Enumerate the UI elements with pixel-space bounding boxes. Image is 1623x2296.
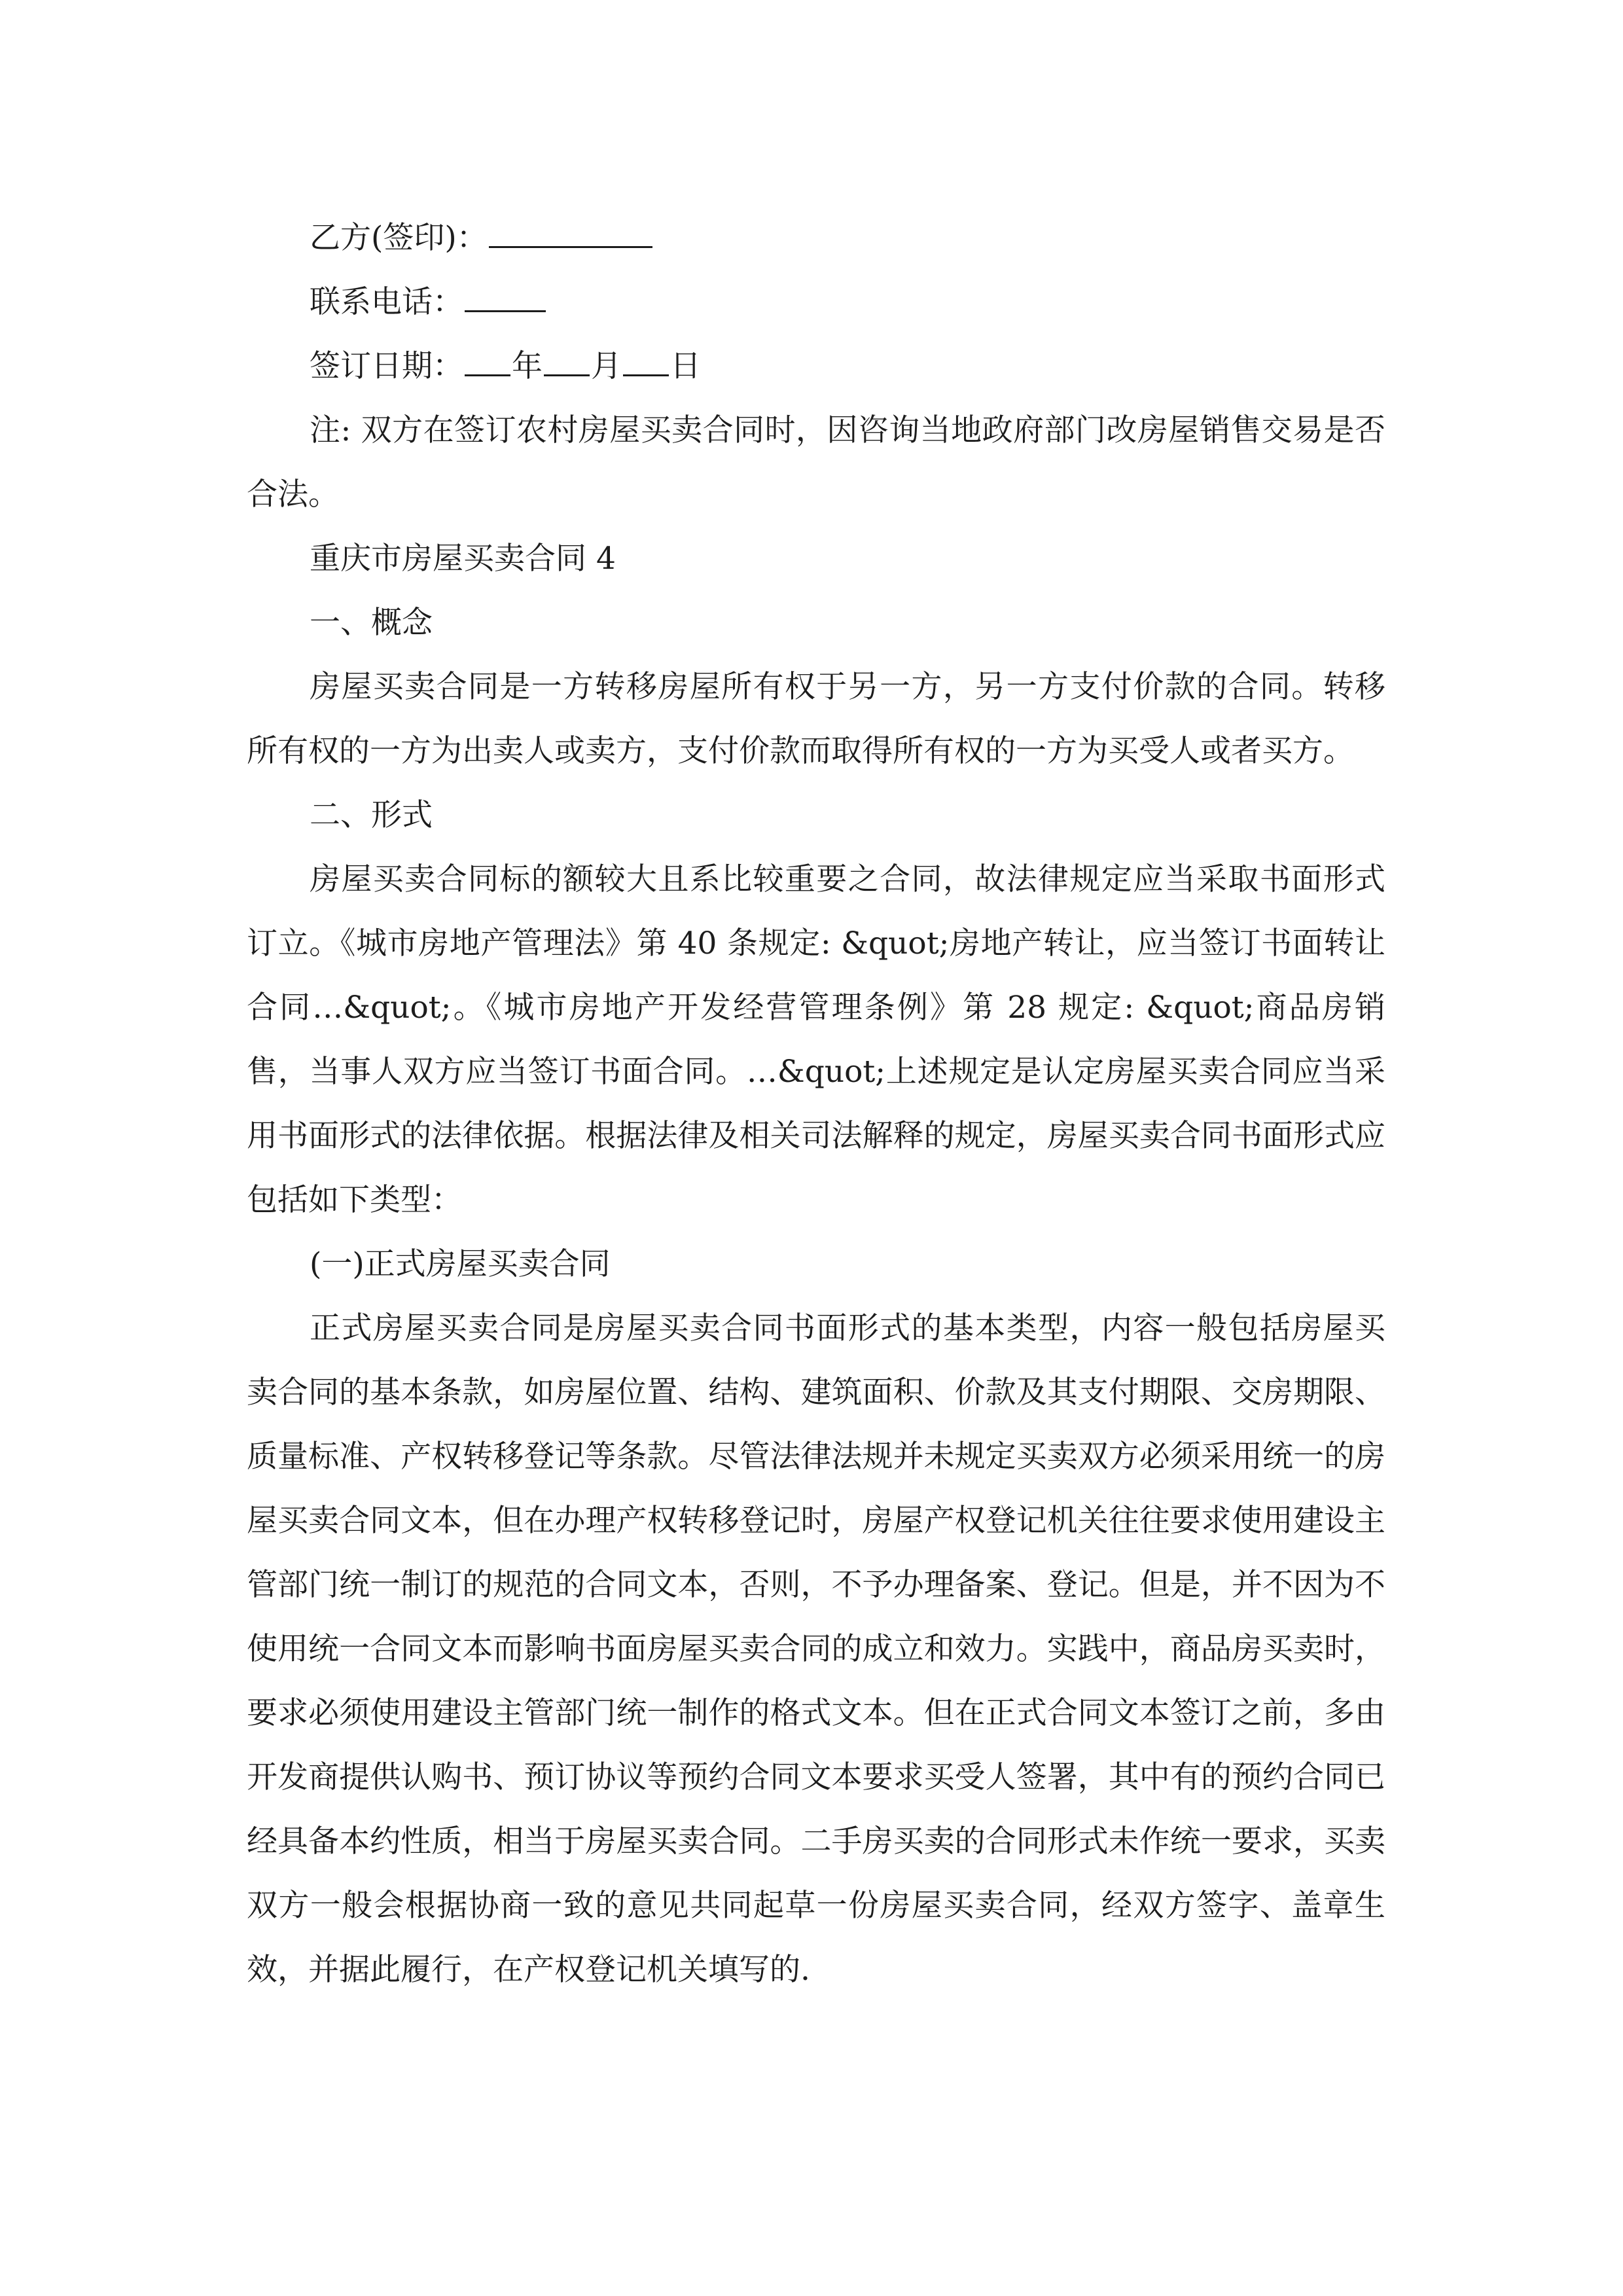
day-blank: [623, 346, 669, 376]
month-blank: [544, 346, 590, 376]
phone-label: 联系电话：: [310, 284, 463, 320]
phone-line: [247, 270, 1385, 334]
document-body: [247, 206, 1385, 2002]
section-title: 重庆市房屋买卖合同 4: [310, 541, 616, 577]
sign-date-label: 签订日期：: [310, 348, 463, 384]
sign-date-line: [247, 334, 1385, 399]
party-b-label: 乙方(签印)：: [310, 220, 488, 256]
party-b-signature-blank: [489, 217, 652, 248]
form-paragraph: 房屋买卖合同标的额较大且系比较重要之合同，故法律规定应当采取书面形式订立。《城市房地产管理法》第 40 条规定: &quot;房地产转让，应当签订书面转让合同…&quot;。《城市房地产开发经营管理条例》第 28 规定: &quot;商品房销售，当事人双方应当签订书面合同。…&quot;上述规定是认定房屋买卖合同应当采用书面形式的法律依据。根据法律及相关司法解释的规定，房屋买卖合同书面形式应包括如下类型：: [247, 861, 1385, 1218]
year-blank: [465, 346, 510, 376]
subheading-formal-contract: (一)正式房屋买卖合同: [310, 1246, 611, 1282]
heading-concept: 一、概念: [310, 605, 433, 641]
heading-form: 二、形式: [310, 797, 433, 833]
note-paragraph: 注: 双方在签订农村房屋买卖合同时，因咨询当地政府部门改房屋销售交易是否合法。: [247, 412, 1385, 512]
party-b-signature-line: [247, 206, 1385, 270]
month-label: 月: [591, 348, 622, 384]
formal-contract-paragraph: 正式房屋买卖合同是房屋买卖合同书面形式的基本类型，内容一般包括房屋买卖合同的基本条款，如房屋位置、结构、建筑面积、价款及其支付期限、交房期限、质量标准、产权转移登记等条款。尽管法律法规并未规定买卖双方必须采用统一的房屋买卖合同文本，但在办理产权转移登记时，房屋产权登记机关往往要求使用建设主管部门统一制订的规范的合同文本，否则，不予办理备案、登记。但是，并不因为不使用统一合同文本而影响书面房屋买卖合同的成立和效力。实践中，商品房买卖时，要求必须使用建设主管部门统一制作的格式文本。但在正式合同文本签订之前，多由开发商提供认购书、预订协议等预约合同文本要求买受人签署，其中有的预约合同已经具备本约性质，相当于房屋买卖合同。二手房买卖的合同形式未作统一要求，买卖双方一般会根据协商一致的意见共同起草一份房屋买卖合同，经双方签字、盖章生效，并据此履行，在产权登记机关填写的.: [247, 1310, 1385, 1988]
year-label: 年: [512, 348, 543, 384]
concept-paragraph: 房屋买卖合同是一方转移房屋所有权于另一方，另一方支付价款的合同。转移所有权的一方为出卖人或卖方，支付价款而取得所有权的一方为买受人或者买方。: [247, 669, 1385, 769]
phone-blank: [465, 281, 546, 312]
day-label: 日: [670, 348, 701, 384]
